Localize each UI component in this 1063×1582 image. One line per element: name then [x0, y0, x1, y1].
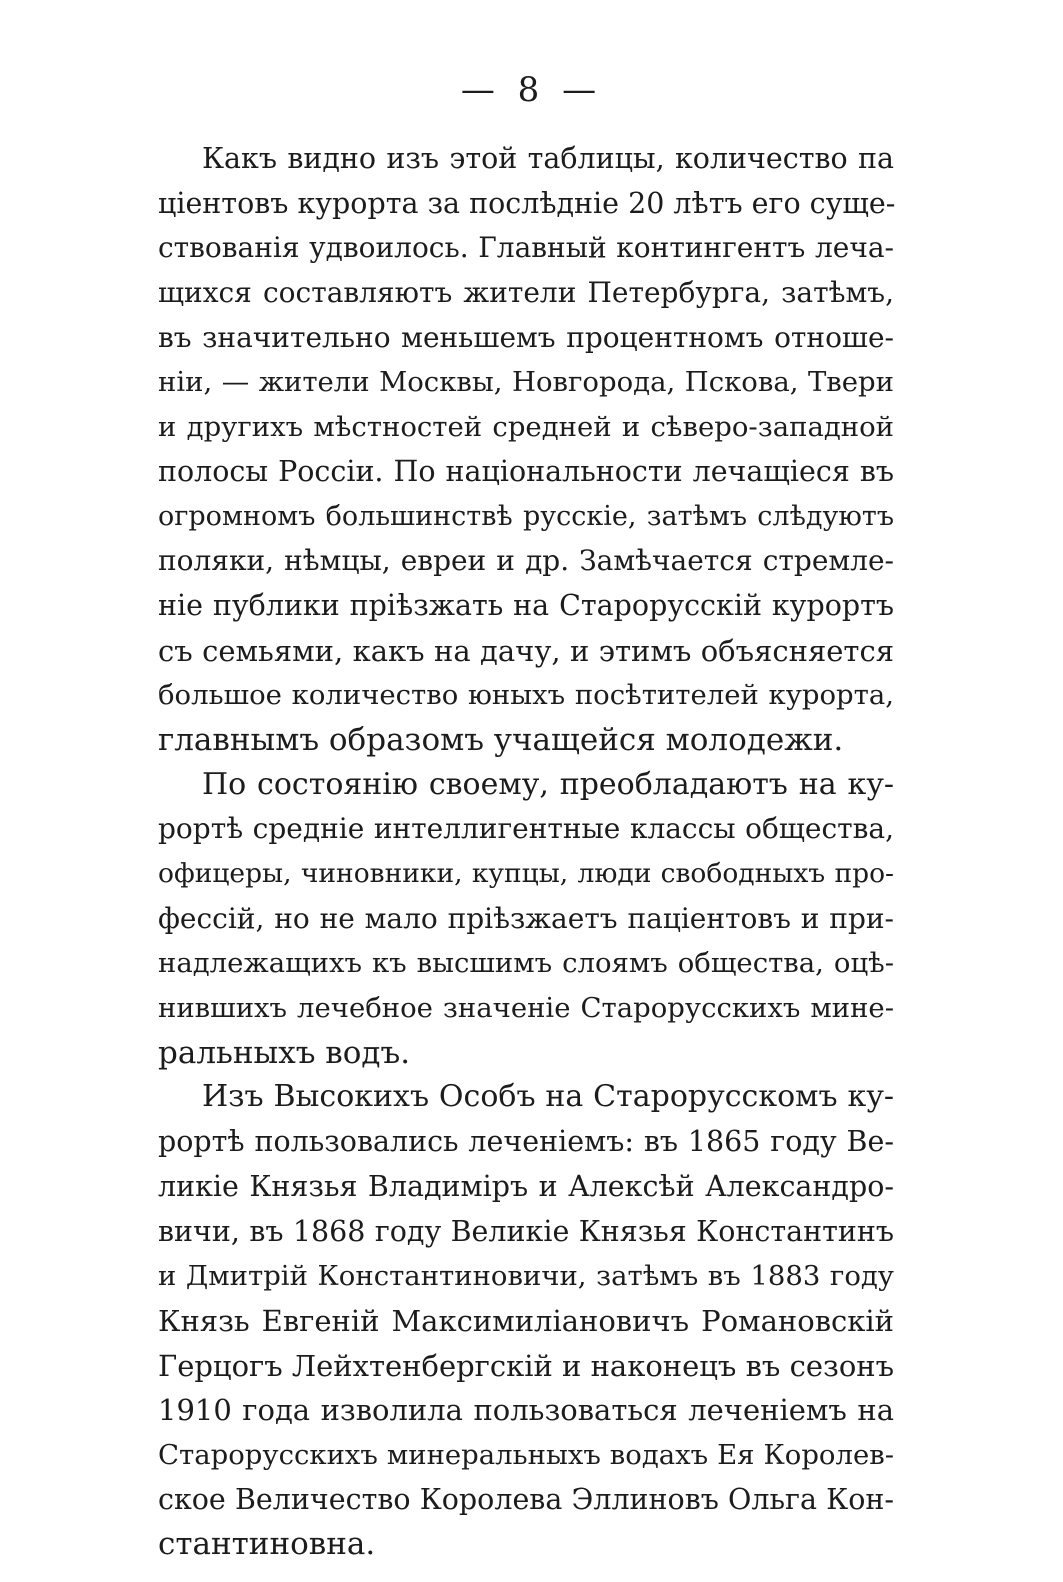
text-line: вичи, въ 1868 году Великіе Князья Константинъ [158, 1214, 894, 1248]
paragraph-2 [158, 763, 894, 1076]
text-line: рортѣ средніе интеллигентные классы общества, [158, 812, 894, 846]
text-line: и другихъ мѣстностей средней и сѣверо-западной [158, 411, 894, 444]
paragraph-3 [158, 1075, 894, 1567]
text-line: ликіе Князья Владиміръ и Алексѣй Александро- [158, 1169, 894, 1203]
text-line: нившихъ лечебное значеніе Старорусскихъ мине- [158, 992, 894, 1025]
paragraph-1 [158, 137, 894, 763]
text-line: щихся составляютъ жители Петербурга, затѣмъ, [158, 276, 894, 310]
text-line: Старорусскихъ минеральныхъ водахъ Ея Королев- [158, 1438, 894, 1471]
text-line: большое количество юныхъ посѣтителей курорта, [158, 679, 894, 712]
text-line: 1910 года изволила пользоваться леченіемъ на [158, 1393, 894, 1428]
text-line: и Дмитрій Константиновичи, затѣмъ въ 1883 году [158, 1260, 894, 1293]
text-line: ское Величество Королева Эллиновъ Ольга Кон- [158, 1482, 894, 1516]
text-line: По состоянію своему, преобладаютъ на ку- [202, 766, 894, 802]
text-line: стантиновна. [158, 1526, 376, 1563]
text-line: рортѣ пользовались леченіемъ: въ 1865 году Ве- [158, 1125, 894, 1159]
text-line: главнымъ образомъ учащейся молодежи. [158, 721, 844, 758]
text-line: Какъ видно изъ этой таблицы, количество па [202, 142, 894, 175]
text-line: ніе публики пріѣзжать на Старорусскій курортъ [158, 588, 894, 622]
text-line: ціентовъ курорта за послѣдніе 20 лѣтъ его суще- [158, 186, 896, 220]
text-line: огромномъ большинствѣ русскіе, затѣмъ слѣдуютъ [158, 500, 894, 532]
text-line: поляки, нѣмцы, евреи и др. Замѣчается стремле- [158, 544, 894, 578]
body-text [158, 137, 894, 1567]
text-line: Изъ Высокихъ Особъ на Старорусскомъ ку- [202, 1079, 894, 1115]
text-line: ствованія удвоилось. Главный контингентъ леча- [158, 231, 894, 265]
text-line: полосы Россіи. По національности лечащіеся въ [158, 454, 894, 488]
text-line: съ семьями, какъ на дачу, и этимъ объясняется [158, 633, 894, 668]
text-line: Герцогъ Лейхтенбергскій и наконецъ въ сезонъ [158, 1348, 895, 1383]
text-line: ральныхъ водъ. [158, 1034, 411, 1071]
text-line: Князь Евгеній Максимиліановичъ Романовскій [158, 1303, 894, 1338]
text-line: въ значительно меньшемъ процентномъ отноше- [158, 320, 894, 354]
text-line: офицеры, чиновники, купцы, люди свободныхъ про- [158, 858, 894, 889]
text-line: ніи, — жители Москвы, Новгорода, Пскова, Твери [158, 366, 894, 399]
text-line: фессій, но не мало пріѣзжаетъ паціентовъ и при- [158, 901, 894, 935]
text-line: надлежащихъ къ высшимъ слоямъ общества, оцѣ- [158, 947, 894, 980]
page-number: — 8 — [460, 70, 603, 110]
